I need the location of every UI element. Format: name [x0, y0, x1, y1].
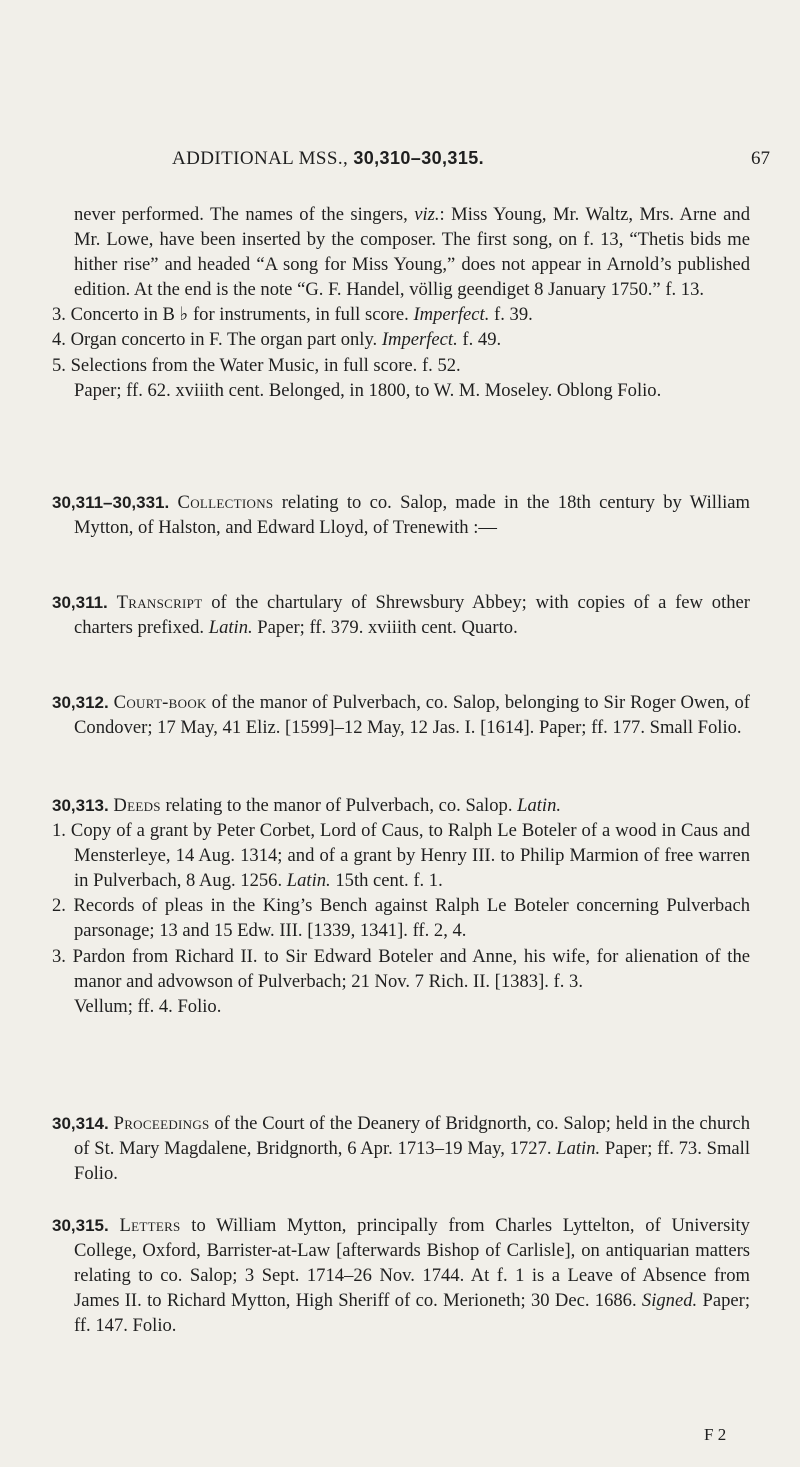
entry-heading: Transcript [116, 592, 203, 613]
list-item: 2. Records of pleas in the King’s Bench against Ralph Le Boteler concerning Pulverbach parsonage; 13 and 15 Edw. III. [1339, 1341]. ff. 2, 4. [52, 895, 750, 942]
list-item: 1. Copy of a grant by Peter Corbet, Lord of Caus, to Ralph Le Boteler of a wood in Caus and Mensterleye, 14 Aug. 1314; and of a grant by Henry III. to Philip Marmion of free warren in Pulverbach, 8 Aug. 1256. Latin. 15th cent. f. 1. [52, 820, 750, 892]
entry-number: 30,314. [52, 1114, 109, 1133]
physical-description: Paper; ff. 62. xviiith cent. Belonged, in 1800, to W. M. Moseley. Oblong Folio. [74, 379, 662, 401]
entry-number: 30,311–30,331. [52, 493, 170, 512]
entry-number: 30,315. [52, 1216, 109, 1235]
entry-30311-30331: 30,311–30,331. Collections relating to co. Salop, made in the 18th century by William Mytton, of Halston, and Edward Lloyd, of Trenewith :— [52, 492, 750, 539]
entry-30314: 30,314. Proceedings of the Court of the Deanery of Bridgnorth, co. Salop; held in the church of St. Mary Magdalene, Bridgnorth, 6 Apr. 1713–19 May, 1727. Latin. Paper; ff. 73. Small Folio. [52, 1113, 751, 1185]
entry-number: 30,312. [52, 693, 109, 712]
entry-number: 30,311. [52, 593, 108, 612]
entry-heading: Court-book [113, 692, 207, 713]
list-item: 3. Pardon from Richard II. to Sir Edward Boteler and Anne, his wife, for alienation of the manor and advowson of Pulverbach; 21 Nov. 7 Rich. II. [1383]. f. 3. [52, 945, 750, 992]
physical-description: Vellum; ff. 4. Folio. [74, 995, 222, 1017]
list-item: 5. Selections from the Water Music, in full score. f. 52. [52, 354, 461, 376]
entry-number: 30,313. [52, 796, 109, 815]
entry-heading: Deeds [113, 795, 161, 816]
list-item: 4. Organ concerto in F. The organ part only. Imperfect. f. 49. [52, 329, 502, 351]
intro-paragraph: never performed. The names of the singers, viz.: Miss Young, Mr. Waltz, Mrs. Arne and Mr. Lowe, have been inserted by the composer. The first song, on f. 13, “Thetis bids me hither rise” and headed “A song for Miss Young,” does not appear in Arnold’s published edition. At the end is the note “G. F. Handel, völlig geendiget 8 January 1750.” f. 13. [74, 204, 751, 301]
running-header [0, 146, 800, 172]
intro-section [52, 202, 750, 403]
entry-30315: 30,315. Letters to William Mytton, principally from Charles Lyttelton, of University College, Oxford, Barrister-at-Law [afterwards Bishop of Carlisle], on antiquarian matters relating to co. Salop; 3 Sept. 1714–26 Nov. 1744. At f. 1 is a Leave of Absence from James II. to Richard Mytton, High Sheriff of co. Merioneth; 30 Dec. 1686. Signed. Paper; ff. 147. Folio. [52, 1215, 750, 1337]
entry-30312: 30,312. Court-book of the manor of Pulverbach, co. Salop, belonging to Sir Roger Owen, of Condover; 17 May, 41 Eliz. [1599]–12 May, 12 Jas. I. [1614]. Paper; ff. 177. Small Folio. [52, 692, 750, 739]
running-title: ADDITIONAL MSS., 30,310–30,315. [172, 148, 485, 169]
entry-30313: 30,313. Deeds relating to the manor of Pulverbach, co. Salop. Latin. 1. Copy of a grant by Peter Corbet, Lord of Caus, to Ralph Le Boteler of a wood in Caus and Mensterleye, 14 Aug. 1314; and of a grant by Henry III. to Philip Marmion of free warren in Pulverbach, 8 Aug. 1256. Latin. 15th cent. f. 1. 2. Records of pleas in the King’s Bench against Ralph Le Boteler concerning Pulverbach parsonage; 13 and 15 Edw. III. [1339, 1341]. ff. 2, 4. 3. Pardon from Richard II. to Sir Edward Boteler and Anne, his wife, for alienation of the manor and advowson of Pulverbach; 21 Nov. 7 Rich. II. [1383]. f. 3. Vellum; ff. 4. Folio. [52, 793, 750, 1019]
entry-30311: 30,311. Transcript of the chartulary of Shrewsbury Abbey; with copies of a few other charters prefixed. Latin. Paper; ff. 379. xviiith cent. Quarto. [52, 592, 750, 639]
entry-heading: Letters [119, 1215, 181, 1236]
entry-heading: Collections [177, 492, 274, 513]
entry-heading: Proceedings [113, 1113, 210, 1134]
page-number: 67 [751, 148, 770, 169]
list-item: 3. Concerto in B ♭ for instruments, in full score. Imperfect. f. 39. [52, 304, 533, 326]
signature-mark: F 2 [704, 1425, 727, 1444]
